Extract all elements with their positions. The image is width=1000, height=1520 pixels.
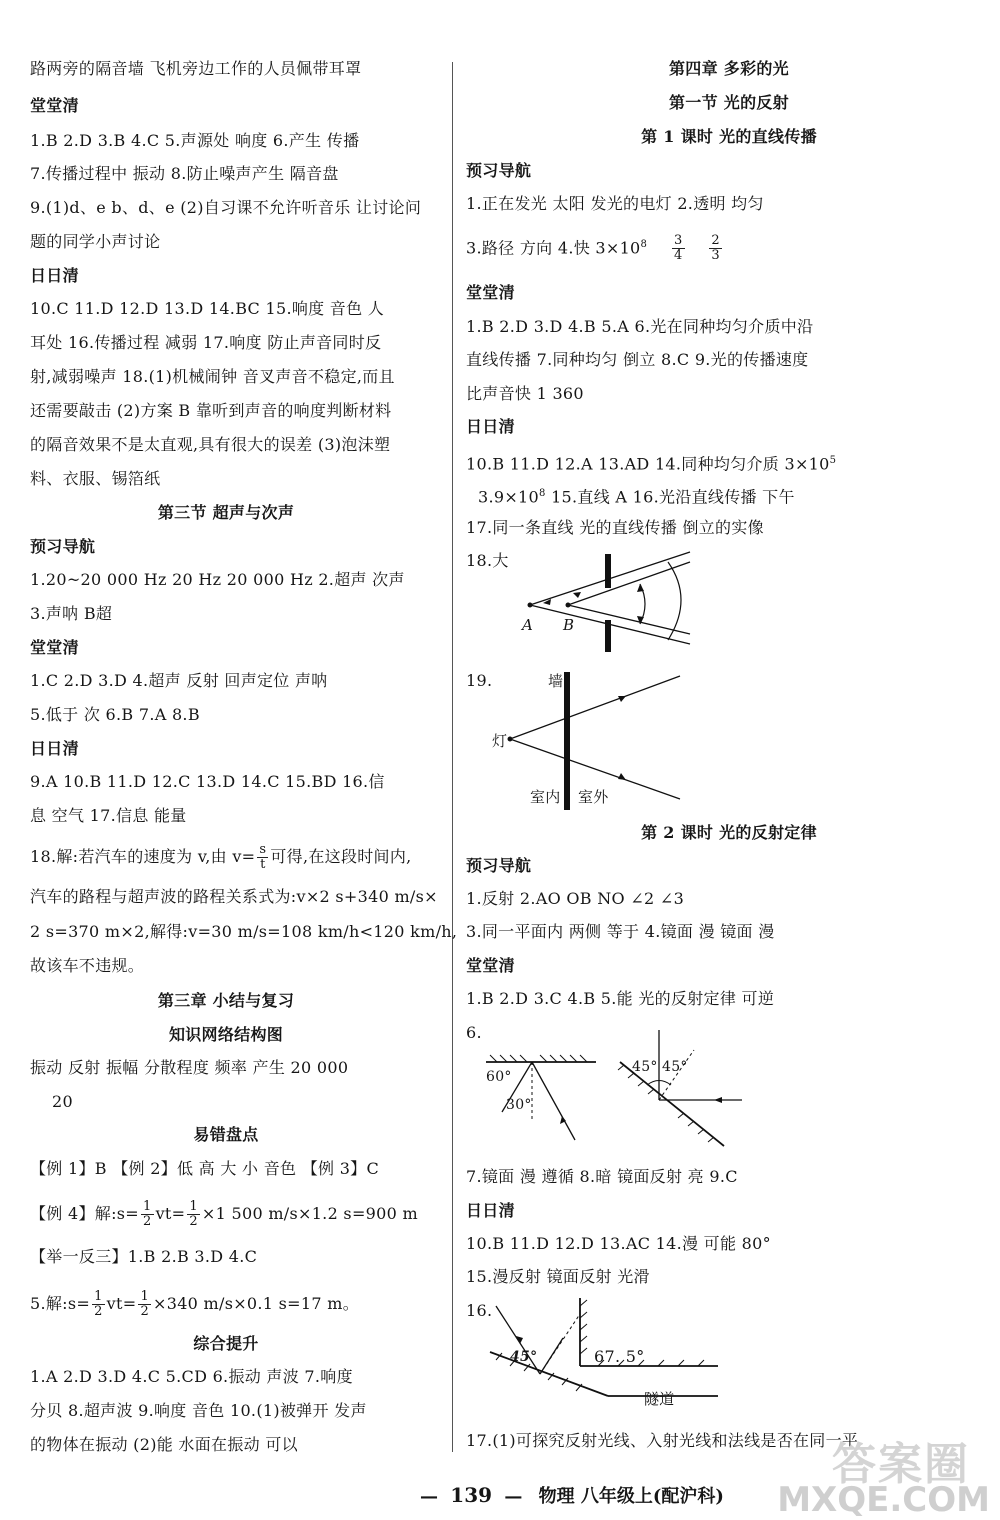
fraction	[187, 1200, 200, 1229]
fraction-numerator: 2	[711, 233, 720, 249]
section-heading: 堂堂清	[466, 283, 515, 302]
answer-line	[30, 1290, 359, 1319]
point-a	[528, 603, 533, 608]
answer-line: 射,减弱噪声 18.(1)机械闹钟 音叉声音不稳定,而且	[30, 367, 395, 386]
answer-line: 【举一反三】1.B 2.B 3.D 4.C	[30, 1247, 258, 1266]
footer-subject: 物理 八年级上(配沪科)	[538, 1486, 724, 1507]
figure-label: 隧道	[644, 1390, 675, 1408]
superscript: 8	[640, 239, 648, 250]
lesson-title: 第 1 课时 光的直线传播	[641, 127, 817, 146]
answer-line: 故该车不违规。	[30, 956, 145, 975]
fraction-numerator: 1	[140, 1289, 150, 1304]
section-heading: 预习导航	[30, 537, 96, 556]
answer-line: 7.镜面 漫 遵循 8.暗 镜面反射 亮 9.C	[466, 1167, 738, 1186]
answer-line: 1.反射 2.AO OB NO ∠2 ∠3	[466, 889, 685, 908]
fraction-denominator: 3	[711, 248, 720, 264]
fraction-denominator: 2	[142, 1214, 152, 1229]
figure-label: 灯	[492, 732, 508, 750]
answer-line: 17.同一条直线 光的直线传播 倒立的实像	[466, 518, 764, 537]
fraction-numerator: 1	[142, 1199, 152, 1214]
text-span: 15.直线 A 16.光沿直线传播 下午	[545, 487, 795, 507]
answer-line: 15.漫反射 镜面反射 光滑	[466, 1267, 650, 1286]
figure-label: 30°	[506, 1097, 532, 1113]
dash: —	[504, 1486, 523, 1507]
answer-line: 息 空气 17.信息 能量	[30, 806, 187, 825]
text-span: 3.路径 方向 4.快 3×10	[466, 238, 641, 258]
text-span: vt=	[106, 1294, 137, 1313]
lesson-title: 第 2 课时 光的反射定律	[641, 823, 817, 842]
text-span: 5.解:s=	[30, 1294, 91, 1313]
answer-line: 汽车的路程与超声波的路程关系式为:v×2 s+340 m/s×	[30, 887, 438, 906]
answer-line	[478, 483, 795, 508]
answer-line: 耳处 16.传播过程 减弱 17.响度 防止声音同时反	[30, 333, 382, 352]
figure-6a-mirror	[480, 1050, 600, 1150]
answer-line	[30, 843, 412, 872]
text-span: 可得,在这段时间内,	[270, 847, 412, 866]
answer-line: 17.(1)可探究反射光线、入射光线和法线是否在同一平	[466, 1431, 859, 1450]
section-heading: 堂堂清	[466, 956, 515, 975]
answer-line: 7.传播过程中 振动 8.防止噪声产生 隔音盘	[30, 164, 339, 183]
section-heading: 预习导航	[466, 856, 532, 875]
section-heading: 堂堂清	[30, 96, 79, 115]
section-title: 综合提升	[193, 1334, 259, 1353]
answer-line: 18.大	[466, 551, 509, 570]
figure-label: 室外	[578, 788, 609, 806]
watermark-url: MXQE.COM	[777, 1480, 990, 1520]
figure-6b-mirror	[614, 1030, 754, 1150]
text-span: 18.解:若汽车的速度为 v,由 v=	[30, 847, 256, 866]
superscript: 5	[829, 455, 837, 466]
fraction	[672, 234, 685, 263]
section-heading: 日日清	[466, 417, 515, 436]
fraction-denominator: 2	[189, 1214, 198, 1229]
column-divider	[452, 62, 453, 1452]
fraction	[138, 1290, 151, 1319]
barrier-top	[605, 554, 611, 588]
answer-line: 还需要敲击 (2)方案 B 靠听到声音的响度判断材料	[30, 401, 392, 420]
answer-line: 分贝 8.超声波 9.响度 音色 10.(1)被弹开 发声	[30, 1401, 367, 1420]
answer-line: 直线传播 7.同种均匀 倒立 8.C 9.光的传播速度	[466, 350, 809, 369]
answer-line: 题的同学小声讨论	[30, 232, 161, 251]
figure-label: 67. 5°	[594, 1347, 645, 1366]
fraction-numerator: 3	[674, 233, 683, 249]
fraction-denominator: 2	[140, 1304, 150, 1319]
section-heading: 日日清	[466, 1201, 515, 1220]
section-title: 第一节 光的反射	[669, 93, 789, 112]
fraction-denominator: 2	[94, 1304, 103, 1319]
text-span: 3.9×10	[478, 487, 540, 507]
answer-line	[466, 450, 836, 475]
fraction	[709, 234, 722, 263]
text-line: 路两旁的隔音墙 飞机旁边工作的人员佩带耳罩	[30, 59, 362, 78]
point-b	[566, 603, 571, 608]
answer-line: 9.A 10.B 11.D 12.C 13.D 14.C 15.BD 16.信	[30, 772, 385, 791]
section-title: 第三章 小结与复习	[157, 991, 295, 1010]
answer-line: 的隔音效果不是太直观,具有很大的误差 (3)泡沫塑	[30, 435, 391, 454]
answer-line: 1.B 2.D 3.D 4.B 5.A 6.光在同种均匀介质中沿	[466, 317, 814, 336]
figure-label: 45°	[632, 1059, 658, 1075]
answer-line: 的物体在振动 (2)能 水面在振动 可以	[30, 1435, 298, 1454]
answer-line: 1.A 2.D 3.D 4.C 5.CD 6.振动 声波 7.响度	[30, 1367, 353, 1386]
answer-line: 1.B 2.D 3.B 4.C 5.声源处 响度 6.产生 传播	[30, 131, 360, 150]
section-title: 第三节 超声与次声	[157, 503, 295, 522]
answer-line: 1.B 2.D 3.C 4.B 5.能 光的反射定律 可逆	[466, 989, 775, 1008]
figure-label: B	[563, 616, 575, 634]
figure-label: 45°	[510, 1349, 538, 1365]
figure-label: 45°	[662, 1059, 688, 1075]
answer-line: 振动 反射 振幅 分散程度 频率 产生 20 000	[30, 1058, 349, 1077]
answer-line: 5.低于 次 6.B 7.A 8.B	[30, 705, 200, 724]
answer-line: 2 s=370 m×2,解得:v=30 m/s=108 km/h<120 km/h,	[30, 922, 458, 941]
answer-line: 1.正在发光 太阳 发光的电灯 2.透明 均匀	[466, 194, 764, 213]
section-title: 知识网络结构图	[168, 1025, 284, 1044]
section-heading: 堂堂清	[30, 638, 79, 657]
figure-label: 室内	[530, 788, 561, 806]
text-span: vt=	[155, 1204, 186, 1223]
figure-label: 墙	[548, 672, 564, 690]
answer-line: 20	[52, 1092, 73, 1111]
answer-line: 6.	[466, 1023, 482, 1042]
chapter-title: 第四章 多彩的光	[669, 59, 789, 78]
answer-line	[466, 234, 724, 263]
fraction-numerator: 1	[189, 1199, 198, 1214]
answer-line: 料、衣服、锡箔纸	[30, 469, 161, 488]
answer-line: 3.同一平面内 两侧 等于 4.镜面 漫 镜面 漫	[466, 922, 775, 941]
watermark-text: 答案圈	[832, 1439, 970, 1490]
fraction-denominator: 4	[674, 248, 683, 264]
text-span: 【例 4】解:s=	[30, 1204, 139, 1223]
section-heading: 预习导航	[466, 161, 532, 180]
superscript: 8	[539, 488, 546, 499]
answer-line: 16.	[466, 1301, 493, 1320]
section-heading: 日日清	[30, 266, 79, 285]
text-span: ×1 500 m/s×1.2 s=900 m	[201, 1204, 418, 1223]
watermark	[777, 1418, 1000, 1520]
answer-line: 1.20~20 000 Hz 20 Hz 20 000 Hz 2.超声 次声	[30, 570, 405, 589]
answer-line: 9.(1)d、e b、d、e (2)自习课不允许听音乐 让讨论问	[30, 198, 422, 217]
answer-line: 3.声呐 B超	[30, 604, 113, 623]
fraction	[257, 843, 268, 872]
answer-line	[30, 1200, 418, 1229]
answer-line: 19.	[466, 671, 493, 690]
dash: —	[420, 1486, 438, 1507]
page-number: 139	[450, 1483, 493, 1507]
fraction-denominator: t	[260, 857, 266, 872]
section-heading: 日日清	[30, 739, 79, 758]
answer-line: 1.C 2.D 3.D 4.超声 反射 回声定位 声呐	[30, 671, 328, 690]
figure-18-pinhole	[518, 544, 698, 656]
figure-label: 60°	[486, 1069, 512, 1085]
fraction-numerator: s	[259, 842, 267, 857]
text-span: 10.B 11.D 12.A 13.AD 14.同种均匀介质 3×10	[466, 454, 830, 474]
answer-line: 10.B 11.D 12.D 13.AC 14.漫 可能 80°	[466, 1234, 771, 1253]
fraction-numerator: 1	[94, 1289, 103, 1304]
figure-label: A	[522, 616, 534, 634]
fraction	[141, 1200, 154, 1229]
fraction	[92, 1290, 105, 1319]
wall	[564, 672, 570, 810]
text-span: ×340 m/s×0.1 s=17 m。	[153, 1294, 359, 1313]
answer-line: 【例 1】B 【例 2】低 高 大 小 音色 【例 3】C	[30, 1159, 380, 1178]
answer-line: 比声音快 1 360	[466, 384, 584, 403]
section-title: 易错盘点	[193, 1125, 259, 1144]
answer-line: 10.C 11.D 12.D 13.D 14.BC 15.响度 音色 人	[30, 299, 385, 318]
